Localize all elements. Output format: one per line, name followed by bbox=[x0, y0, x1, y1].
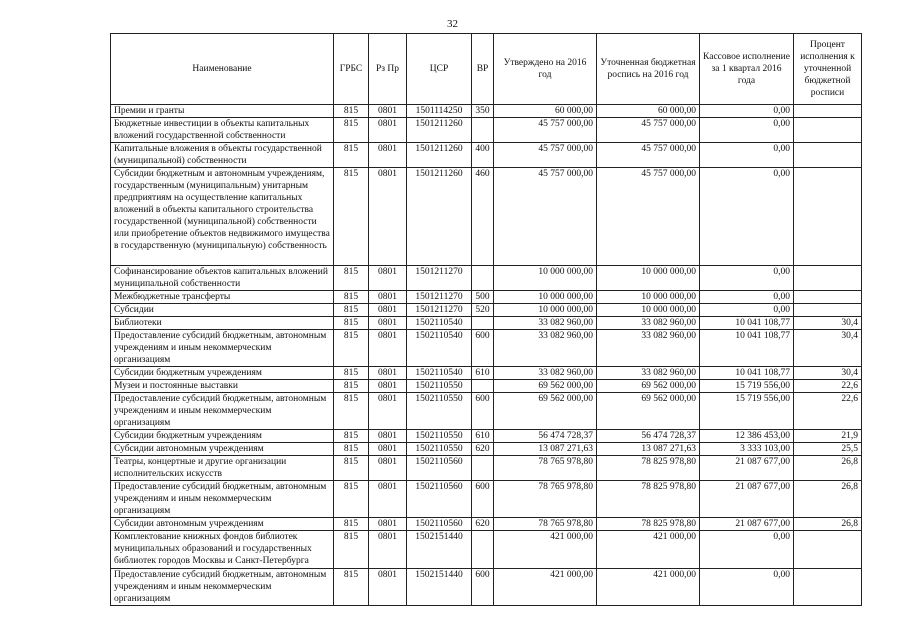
cell-vr: 620 bbox=[472, 518, 494, 531]
cell-cash: 0,00 bbox=[700, 168, 794, 266]
cell-vr bbox=[472, 118, 494, 143]
cell-refined: 10 000 000,00 bbox=[597, 304, 700, 317]
cell-grbs: 815 bbox=[334, 105, 369, 118]
header-approved: Утверждено на 2016 год bbox=[494, 34, 597, 105]
cell-csr: 1501114250 bbox=[407, 105, 472, 118]
cell-percent bbox=[794, 143, 862, 168]
cell-cash: 10 041 108,77 bbox=[700, 367, 794, 380]
cell-name: Предоставление субсидий бюджетным, автономным учреждениям и иным некоммерческим организациям bbox=[111, 393, 334, 430]
cell-approved: 78 765 978,80 bbox=[494, 456, 597, 481]
cell-refined: 45 757 000,00 bbox=[597, 168, 700, 266]
cell-name: Субсидии бюджетным учреждениям bbox=[111, 430, 334, 443]
cell-percent bbox=[794, 105, 862, 118]
cell-vr: 350 bbox=[472, 105, 494, 118]
cell-rzpr: 0801 bbox=[369, 393, 407, 430]
cell-approved: 33 082 960,00 bbox=[494, 317, 597, 330]
cell-refined: 60 000,00 bbox=[597, 105, 700, 118]
cell-vr bbox=[472, 317, 494, 330]
cell-approved: 421 000,00 bbox=[494, 569, 597, 606]
cell-csr: 1502110540 bbox=[407, 330, 472, 367]
cell-refined: 45 757 000,00 bbox=[597, 118, 700, 143]
cell-grbs: 815 bbox=[334, 481, 369, 518]
table-row bbox=[111, 456, 862, 481]
cell-cash: 3 333 103,00 bbox=[700, 443, 794, 456]
cell-grbs: 815 bbox=[334, 430, 369, 443]
cell-vr: 600 bbox=[472, 569, 494, 606]
cell-vr: 610 bbox=[472, 430, 494, 443]
cell-approved: 33 082 960,00 bbox=[494, 330, 597, 367]
cell-vr: 600 bbox=[472, 481, 494, 518]
cell-rzpr: 0801 bbox=[369, 291, 407, 304]
cell-csr: 1502151440 bbox=[407, 569, 472, 606]
cell-percent bbox=[794, 118, 862, 143]
cell-csr: 1501211260 bbox=[407, 118, 472, 143]
cell-csr: 1502110560 bbox=[407, 518, 472, 531]
cell-vr: 400 bbox=[472, 143, 494, 168]
header-grbs: ГРБС bbox=[334, 34, 369, 105]
header-refined: Уточненная бюджетная роспись на 2016 год bbox=[597, 34, 700, 105]
table-row bbox=[111, 443, 862, 456]
cell-percent: 26,8 bbox=[794, 456, 862, 481]
cell-rzpr: 0801 bbox=[369, 168, 407, 266]
cell-name: Комплектование книжных фондов библиотек муниципальных образований и государственных библиотек городов Москвы и Санкт-Петербурга bbox=[111, 531, 334, 569]
cell-vr bbox=[472, 266, 494, 291]
cell-grbs: 815 bbox=[334, 456, 369, 481]
cell-vr: 610 bbox=[472, 367, 494, 380]
budget-table bbox=[110, 33, 862, 606]
cell-percent bbox=[794, 291, 862, 304]
cell-csr: 1502110540 bbox=[407, 367, 472, 380]
cell-cash: 15 719 556,00 bbox=[700, 393, 794, 430]
cell-rzpr: 0801 bbox=[369, 430, 407, 443]
cell-grbs: 815 bbox=[334, 330, 369, 367]
cell-approved: 78 765 978,80 bbox=[494, 518, 597, 531]
cell-grbs: 815 bbox=[334, 291, 369, 304]
cell-approved: 69 562 000,00 bbox=[494, 393, 597, 430]
table-row bbox=[111, 105, 862, 118]
header-csr: ЦСР bbox=[407, 34, 472, 105]
cell-refined: 45 757 000,00 bbox=[597, 143, 700, 168]
cell-approved: 10 000 000,00 bbox=[494, 291, 597, 304]
cell-approved: 45 757 000,00 bbox=[494, 168, 597, 266]
table-row bbox=[111, 367, 862, 380]
cell-grbs: 815 bbox=[334, 518, 369, 531]
cell-name: Софинансирование объектов капитальных вложений муниципальной собственности bbox=[111, 266, 334, 291]
cell-name: Предоставление субсидий бюджетным, автономным учреждениям и иным некоммерческим организациям bbox=[111, 481, 334, 518]
cell-rzpr: 0801 bbox=[369, 380, 407, 393]
cell-rzpr: 0801 bbox=[369, 518, 407, 531]
cell-name: Премии и гранты bbox=[111, 105, 334, 118]
cell-rzpr: 0801 bbox=[369, 266, 407, 291]
cell-grbs: 815 bbox=[334, 569, 369, 606]
cell-name: Капитальные вложения в объекты государственной (муниципальной) собственности bbox=[111, 143, 334, 168]
cell-csr: 1501211270 bbox=[407, 304, 472, 317]
cell-cash: 21 087 677,00 bbox=[700, 481, 794, 518]
cell-rzpr: 0801 bbox=[369, 143, 407, 168]
cell-approved: 13 087 271,63 bbox=[494, 443, 597, 456]
cell-grbs: 815 bbox=[334, 168, 369, 266]
cell-vr: 460 bbox=[472, 168, 494, 266]
cell-name: Субсидии автономным учреждениям bbox=[111, 443, 334, 456]
cell-refined: 33 082 960,00 bbox=[597, 317, 700, 330]
table-row bbox=[111, 481, 862, 518]
cell-csr: 1502110550 bbox=[407, 393, 472, 430]
cell-csr: 1502110550 bbox=[407, 443, 472, 456]
cell-percent: 22,6 bbox=[794, 393, 862, 430]
cell-percent bbox=[794, 531, 862, 569]
cell-percent: 30,4 bbox=[794, 330, 862, 367]
cell-refined: 33 082 960,00 bbox=[597, 330, 700, 367]
cell-csr: 1501211270 bbox=[407, 291, 472, 304]
cell-cash: 0,00 bbox=[700, 266, 794, 291]
table-row bbox=[111, 168, 862, 266]
cell-refined: 421 000,00 bbox=[597, 569, 700, 606]
cell-name: Субсидии bbox=[111, 304, 334, 317]
cell-grbs: 815 bbox=[334, 367, 369, 380]
cell-refined: 69 562 000,00 bbox=[597, 380, 700, 393]
cell-approved: 421 000,00 bbox=[494, 531, 597, 569]
cell-vr bbox=[472, 456, 494, 481]
cell-cash: 15 719 556,00 bbox=[700, 380, 794, 393]
table-row bbox=[111, 393, 862, 430]
cell-cash: 0,00 bbox=[700, 143, 794, 168]
cell-approved: 56 474 728,37 bbox=[494, 430, 597, 443]
cell-rzpr: 0801 bbox=[369, 569, 407, 606]
header-vr: ВР bbox=[472, 34, 494, 105]
table-row bbox=[111, 317, 862, 330]
cell-vr: 500 bbox=[472, 291, 494, 304]
cell-vr: 520 bbox=[472, 304, 494, 317]
cell-csr: 1502110560 bbox=[407, 481, 472, 518]
cell-grbs: 815 bbox=[334, 317, 369, 330]
cell-percent: 30,4 bbox=[794, 367, 862, 380]
cell-csr: 1502110560 bbox=[407, 456, 472, 481]
table-row bbox=[111, 143, 862, 168]
table-row bbox=[111, 291, 862, 304]
cell-csr: 1501211260 bbox=[407, 168, 472, 266]
table-row bbox=[111, 569, 862, 606]
cell-percent bbox=[794, 168, 862, 266]
cell-name: Субсидии автономным учреждениям bbox=[111, 518, 334, 531]
cell-rzpr: 0801 bbox=[369, 481, 407, 518]
cell-csr: 1502110550 bbox=[407, 380, 472, 393]
cell-name: Субсидии бюджетным учреждениям bbox=[111, 367, 334, 380]
cell-refined: 56 474 728,37 bbox=[597, 430, 700, 443]
cell-rzpr: 0801 bbox=[369, 367, 407, 380]
header-row bbox=[111, 34, 862, 105]
cell-cash: 21 087 677,00 bbox=[700, 518, 794, 531]
cell-percent: 26,8 bbox=[794, 481, 862, 518]
cell-vr: 600 bbox=[472, 393, 494, 430]
cell-cash: 0,00 bbox=[700, 105, 794, 118]
table-row bbox=[111, 118, 862, 143]
cell-vr bbox=[472, 531, 494, 569]
cell-rzpr: 0801 bbox=[369, 443, 407, 456]
cell-rzpr: 0801 bbox=[369, 105, 407, 118]
cell-percent: 25,5 bbox=[794, 443, 862, 456]
cell-cash: 0,00 bbox=[700, 291, 794, 304]
cell-percent: 26,8 bbox=[794, 518, 862, 531]
table-row bbox=[111, 518, 862, 531]
cell-percent: 30,4 bbox=[794, 317, 862, 330]
cell-approved: 60 000,00 bbox=[494, 105, 597, 118]
cell-grbs: 815 bbox=[334, 266, 369, 291]
cell-csr: 1502110550 bbox=[407, 430, 472, 443]
cell-approved: 10 000 000,00 bbox=[494, 266, 597, 291]
table-row bbox=[111, 430, 862, 443]
cell-rzpr: 0801 bbox=[369, 304, 407, 317]
cell-csr: 1501211260 bbox=[407, 143, 472, 168]
cell-csr: 1501211270 bbox=[407, 266, 472, 291]
cell-cash: 21 087 677,00 bbox=[700, 456, 794, 481]
cell-percent bbox=[794, 266, 862, 291]
cell-name: Межбюджетные трансферты bbox=[111, 291, 334, 304]
cell-percent bbox=[794, 304, 862, 317]
cell-grbs: 815 bbox=[334, 143, 369, 168]
cell-approved: 69 562 000,00 bbox=[494, 380, 597, 393]
cell-percent: 21,9 bbox=[794, 430, 862, 443]
cell-approved: 33 082 960,00 bbox=[494, 367, 597, 380]
cell-grbs: 815 bbox=[334, 393, 369, 430]
cell-grbs: 815 bbox=[334, 118, 369, 143]
cell-refined: 10 000 000,00 bbox=[597, 266, 700, 291]
header-name: Наименование bbox=[111, 34, 334, 105]
table-row bbox=[111, 266, 862, 291]
cell-name: Музеи и постоянные выставки bbox=[111, 380, 334, 393]
cell-vr: 620 bbox=[472, 443, 494, 456]
cell-cash: 10 041 108,77 bbox=[700, 317, 794, 330]
header-cash: Кассовое исполнение за 1 квартал 2016 года bbox=[700, 34, 794, 105]
cell-approved: 78 765 978,80 bbox=[494, 481, 597, 518]
cell-cash: 12 386 453,00 bbox=[700, 430, 794, 443]
cell-csr: 1502110540 bbox=[407, 317, 472, 330]
cell-cash: 0,00 bbox=[700, 531, 794, 569]
page-number: 32 bbox=[447, 18, 458, 30]
cell-rzpr: 0801 bbox=[369, 531, 407, 569]
cell-csr: 1502151440 bbox=[407, 531, 472, 569]
cell-refined: 78 825 978,80 bbox=[597, 481, 700, 518]
cell-rzpr: 0801 bbox=[369, 330, 407, 367]
cell-refined: 13 087 271,63 bbox=[597, 443, 700, 456]
cell-refined: 10 000 000,00 bbox=[597, 291, 700, 304]
cell-vr: 600 bbox=[472, 330, 494, 367]
table-row bbox=[111, 380, 862, 393]
cell-name: Театры, концертные и другие организации исполнительских искусств bbox=[111, 456, 334, 481]
cell-vr bbox=[472, 380, 494, 393]
cell-grbs: 815 bbox=[334, 380, 369, 393]
cell-grbs: 815 bbox=[334, 304, 369, 317]
cell-approved: 45 757 000,00 bbox=[494, 143, 597, 168]
cell-percent: 22,6 bbox=[794, 380, 862, 393]
cell-rzpr: 0801 bbox=[369, 456, 407, 481]
cell-approved: 10 000 000,00 bbox=[494, 304, 597, 317]
cell-rzpr: 0801 bbox=[369, 317, 407, 330]
cell-rzpr: 0801 bbox=[369, 118, 407, 143]
cell-approved: 45 757 000,00 bbox=[494, 118, 597, 143]
cell-grbs: 815 bbox=[334, 443, 369, 456]
cell-cash: 0,00 bbox=[700, 304, 794, 317]
cell-refined: 421 000,00 bbox=[597, 531, 700, 569]
cell-cash: 10 041 108,77 bbox=[700, 330, 794, 367]
header-rzpr: Рз Пр bbox=[369, 34, 407, 105]
cell-refined: 78 825 978,80 bbox=[597, 456, 700, 481]
cell-name: Предоставление субсидий бюджетным, автономным учреждениям и иным некоммерческим организациям bbox=[111, 330, 334, 367]
cell-name: Бюджетные инвестиции в объекты капитальных вложений государственной собственности bbox=[111, 118, 334, 143]
cell-name: Предоставление субсидий бюджетным, автономным учреждениям и иным некоммерческим организациям bbox=[111, 569, 334, 606]
cell-name: Библиотеки bbox=[111, 317, 334, 330]
cell-percent bbox=[794, 569, 862, 606]
header-percent: Процент исполнения к уточненной бюджетной росписи bbox=[794, 34, 862, 105]
table-row bbox=[111, 304, 862, 317]
cell-cash: 0,00 bbox=[700, 118, 794, 143]
cell-name: Субсидии бюджетным и автономным учреждениям, государственным (муниципальным) унитарным предприятиям на осуществление капитальных вложений в объекты капитального строительства государственной (муниципальной) собственности или приобретение объектов недвижимого имущества в государственную (муниципальную) собственность bbox=[111, 168, 334, 266]
cell-cash: 0,00 bbox=[700, 569, 794, 606]
table-row bbox=[111, 531, 862, 569]
cell-refined: 78 825 978,80 bbox=[597, 518, 700, 531]
cell-refined: 69 562 000,00 bbox=[597, 393, 700, 430]
cell-grbs: 815 bbox=[334, 531, 369, 569]
cell-refined: 33 082 960,00 bbox=[597, 367, 700, 380]
table-row bbox=[111, 330, 862, 367]
